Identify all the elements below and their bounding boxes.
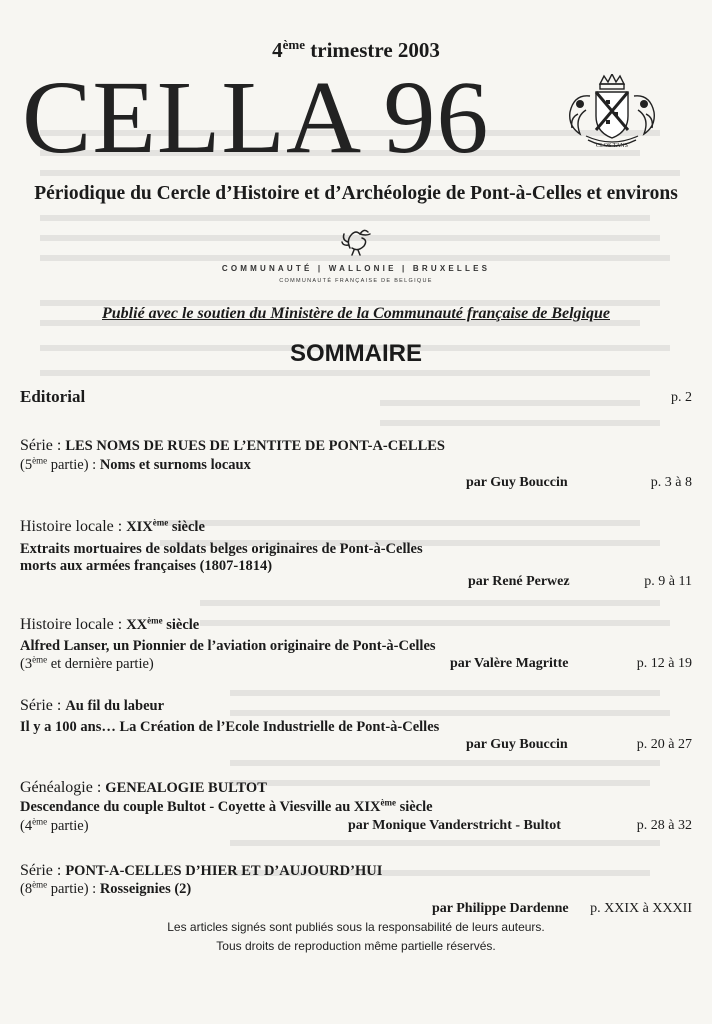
contents-heading: SOMMAIRE <box>290 340 422 367</box>
part-suffix: ème <box>32 455 48 466</box>
toc-entry-4-line2: Il y a 100 ans… La Création de l’Ecole Industrielle de Pont-à-Celles <box>20 719 440 735</box>
toc-entry-1-heading <box>20 437 445 455</box>
toc-entry-5-part <box>20 818 89 835</box>
title-suffix: ème <box>147 615 163 626</box>
footer-copyright: Tous droits de reproduction même partielle réservés. <box>216 939 496 953</box>
title-suffix: ème <box>152 517 169 528</box>
toc-entry-5-line2 <box>20 799 433 816</box>
part-title: Noms et surnoms locaux <box>99 457 251 473</box>
title-rest: siècle <box>168 519 205 535</box>
toc-entry-3-author: par Valère Magritte <box>450 656 569 671</box>
toc-entry-2-pages: p. 9 à 11 <box>644 574 692 589</box>
toc-entry-2-author: par René Perwez <box>468 574 570 589</box>
toc-entry-3-line2: Alfred Lanser, un Pionnier de l’aviation originaire de Pont-à-Celles <box>20 638 436 654</box>
toc-entry-1-pages: p. 3 à 8 <box>650 475 692 490</box>
issue-number: 4 <box>272 38 283 62</box>
toc-entry-title: GENEALOGIE BULTOT <box>105 780 267 796</box>
toc-entry-6-heading <box>20 862 382 880</box>
toc-entry-title: XIX <box>126 519 153 535</box>
editorial-pages: p. 2 <box>671 390 692 405</box>
rooster-logo-icon <box>340 226 374 256</box>
toc-entry-5-pages: p. 28 à 32 <box>636 818 692 833</box>
toc-entry-label: Série : <box>20 437 66 454</box>
part-suffix: ème <box>32 879 48 890</box>
toc-entry-4-pages: p. 20 à 27 <box>636 737 692 752</box>
part-text: partie) <box>47 818 89 834</box>
toc-entry-1-author: par Guy Bouccin <box>466 475 568 490</box>
footer-responsibility: Les articles signés sont publiés sous la responsabilité de leurs auteurs. <box>167 920 545 934</box>
line2-text: Descendance du couple Bultot - Coyette à Viesville au XIX <box>20 799 381 815</box>
toc-entry-2-line2: Extraits mortuaires de soldats belges originaires de Pont-à-Celles <box>20 541 423 557</box>
periodical-subtitle: Périodique du Cercle d’Histoire et d’Archéologie de Pont-à-Celles et environs <box>34 183 678 204</box>
toc-entry-6-author: par Philippe Dardenne <box>432 901 569 916</box>
toc-entry-5-heading <box>20 779 267 797</box>
part-text: partie) : <box>47 457 100 473</box>
toc-entry-3-heading <box>20 616 199 634</box>
part-suffix: ème <box>32 816 48 827</box>
title-rest: siècle <box>162 617 200 633</box>
toc-entry-6-pages: p. XXIX à XXXII <box>590 901 692 916</box>
toc-entry-label: Histoire locale : <box>20 518 127 535</box>
part-number: (5 <box>20 457 33 473</box>
toc-entry-4-heading <box>20 697 164 715</box>
part-number: (8 <box>20 881 33 897</box>
part-text: partie) : <box>47 881 100 897</box>
toc-entry-title: LES NOMS DE RUES DE L’ENTITE DE PONT-A-CELLES <box>65 438 445 454</box>
issue-number-suffix: ème <box>282 36 305 52</box>
toc-entry-1-part <box>20 457 251 474</box>
support-statement: Publié avec le soutien du Ministère de la Communauté française de Belgique <box>102 305 610 322</box>
toc-entry-label: Généalogie : <box>20 779 106 796</box>
toc-entry-3-pages: p. 12 à 19 <box>636 656 692 671</box>
crest-motto: CLOS TANS <box>596 143 628 149</box>
part-text: et dernière partie) <box>47 656 154 672</box>
toc-entry-6-part <box>20 881 191 898</box>
community-logo-line2: COMMUNAUTÉ FRANÇAISE DE BELGIQUE <box>279 278 433 284</box>
toc-entry-label: Histoire locale : <box>20 616 127 633</box>
coat-of-arms-icon <box>560 74 664 154</box>
toc-entry-title: Au fil du labeur <box>65 698 165 714</box>
toc-entry-label: Série : <box>20 697 66 714</box>
part-suffix: ème <box>32 654 48 665</box>
part-number: (4 <box>20 818 33 834</box>
toc-entry-2-line3: morts aux armées françaises (1807-1814) <box>20 558 273 574</box>
toc-entry-title: XX <box>126 617 148 633</box>
toc-entry-3-part <box>20 656 154 673</box>
masthead-title: CELLA 96 <box>22 60 490 175</box>
toc-entry-4-author: par Guy Bouccin <box>466 737 568 752</box>
line2-suffix: ème <box>380 797 396 808</box>
toc-entry-title: PONT-A-CELLES D’HIER ET D’AUJOURD’HUI <box>65 863 383 879</box>
community-logo-line1: COMMUNAUTÉ | WALLONIE | BRUXELLES <box>221 264 491 273</box>
part-title: Rosseignies (2) <box>99 881 192 897</box>
part-number: (3 <box>20 656 33 672</box>
line2-rest: siècle <box>395 799 433 815</box>
issue-period: trimestre 2003 <box>310 38 440 62</box>
toc-entry-label: Série : <box>20 862 66 879</box>
toc-entry-5-author: par Monique Vanderstricht - Bultot <box>348 818 561 833</box>
toc-entry-2-heading <box>20 518 205 536</box>
editorial-label: Editorial <box>20 387 86 406</box>
